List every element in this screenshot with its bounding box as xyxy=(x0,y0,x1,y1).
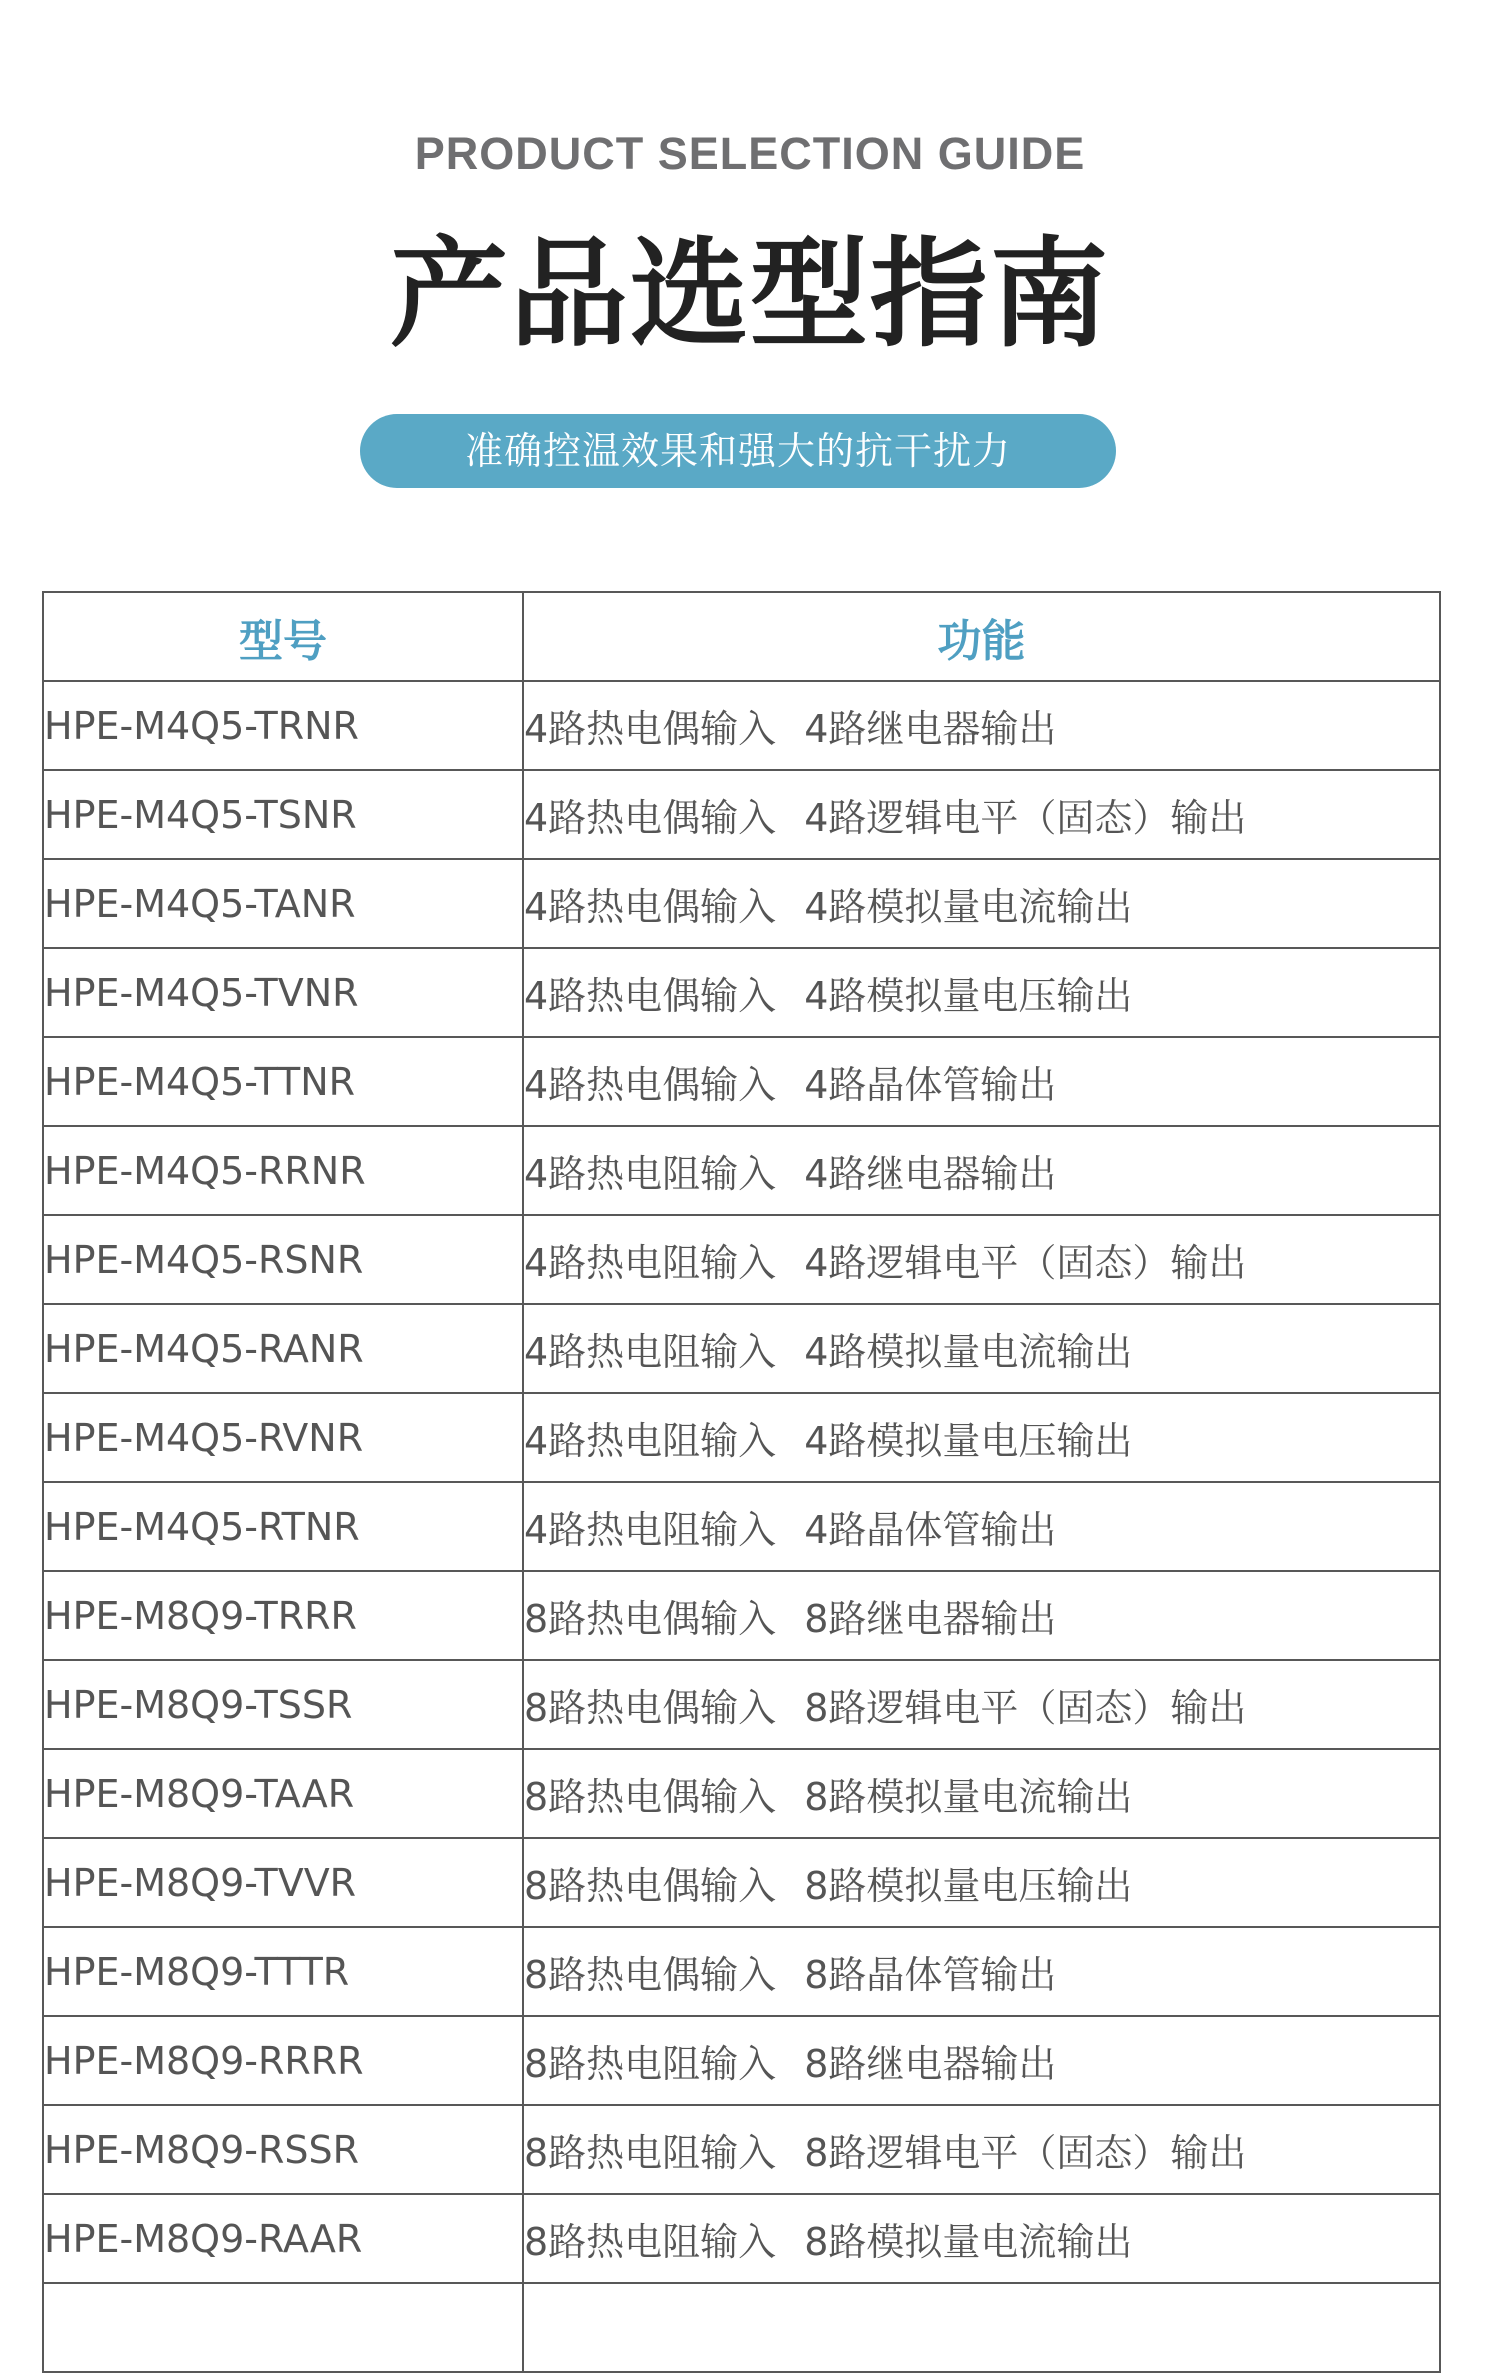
function-cell xyxy=(523,1838,1440,1927)
input-spec: 8路热电偶输入 xyxy=(524,1686,777,1730)
function-cell xyxy=(523,2016,1440,2105)
output-spec: 8路逻辑电平（固态）输出 xyxy=(804,2131,1247,2175)
function-cell xyxy=(523,1393,1440,1482)
table-row xyxy=(43,1037,1440,1126)
model-cell: HPE-M4Q5-TVNR xyxy=(43,948,523,1037)
model-cell: HPE-M4Q5-RTNR xyxy=(43,1482,523,1571)
input-spec: 8路热电阻输入 xyxy=(524,2131,777,2175)
input-spec: 8路热电阻输入 xyxy=(524,2220,777,2264)
model-cell: HPE-M8Q9-TTTR xyxy=(43,1927,523,2016)
table-row xyxy=(43,1482,1440,1571)
model-cell: HPE-M8Q9-TRRR xyxy=(43,1571,523,1660)
table-row xyxy=(43,2194,1440,2283)
input-spec: 8路热电阻输入 xyxy=(524,2042,777,2086)
input-spec: 4路热电偶输入 xyxy=(524,796,777,840)
output-spec: 4路继电器输出 xyxy=(804,707,1057,751)
function-cell xyxy=(523,1304,1440,1393)
output-spec: 4路晶体管输出 xyxy=(804,1063,1057,1107)
output-spec: 8路模拟量电压输出 xyxy=(804,1864,1133,1908)
table-row xyxy=(43,770,1440,859)
output-spec: 4路逻辑电平（固态）输出 xyxy=(804,796,1247,840)
function-cell xyxy=(523,2283,1440,2372)
input-spec: 8路热电偶输入 xyxy=(524,1775,777,1819)
model-cell: HPE-M4Q5-RRNR xyxy=(43,1126,523,1215)
function-cell xyxy=(523,770,1440,859)
table-row xyxy=(43,1215,1440,1304)
model-cell: HPE-M8Q9-TSSR xyxy=(43,1660,523,1749)
model-cell: HPE-M4Q5-RANR xyxy=(43,1304,523,1393)
page-title: 产品选型指南 xyxy=(389,225,1110,363)
table-row xyxy=(43,1571,1440,1660)
input-spec: 4路热电阻输入 xyxy=(524,1241,777,1285)
table-row xyxy=(43,859,1440,948)
input-spec: 4路热电偶输入 xyxy=(524,885,777,929)
table-row xyxy=(43,948,1440,1037)
table-row xyxy=(43,1393,1440,1482)
model-cell: HPE-M8Q9-RRRR xyxy=(43,2016,523,2105)
input-spec: 4路热电阻输入 xyxy=(524,1330,777,1374)
model-cell: HPE-M4Q5-RVNR xyxy=(43,1393,523,1482)
function-cell xyxy=(523,1482,1440,1571)
output-spec: 8路晶体管输出 xyxy=(804,1953,1057,1997)
table-row xyxy=(43,1126,1440,1215)
table-row xyxy=(43,2283,1440,2372)
function-cell xyxy=(523,2105,1440,2194)
tagline-badge: 准确控温效果和强大的抗干扰力 xyxy=(360,414,1116,488)
output-spec: 4路继电器输出 xyxy=(804,1152,1057,1196)
function-cell xyxy=(523,1126,1440,1215)
model-cell: HPE-M4Q5-TSNR xyxy=(43,770,523,859)
function-cell xyxy=(523,1927,1440,2016)
column-header-function: 功能 xyxy=(523,592,1440,681)
table-header-row xyxy=(43,592,1440,681)
table-row xyxy=(43,1927,1440,2016)
output-spec: 8路继电器输出 xyxy=(804,1597,1057,1641)
column-header-model: 型号 xyxy=(43,592,523,681)
selection-table xyxy=(42,591,1441,2373)
model-cell: HPE-M4Q5-TRNR xyxy=(43,681,523,770)
model-cell: HPE-M4Q5-TANR xyxy=(43,859,523,948)
table-row xyxy=(43,1749,1440,1838)
model-cell: HPE-M8Q9-TAAR xyxy=(43,1749,523,1838)
function-cell xyxy=(523,1660,1440,1749)
model-cell: HPE-M4Q5-TTNR xyxy=(43,1037,523,1126)
function-cell xyxy=(523,1037,1440,1126)
output-spec: 4路逻辑电平（固态）输出 xyxy=(804,1241,1247,1285)
output-spec: 4路模拟量电压输出 xyxy=(804,1419,1133,1463)
output-spec: 8路继电器输出 xyxy=(804,2042,1057,2086)
model-cell xyxy=(43,2283,523,2372)
selection-table-container xyxy=(42,591,1439,2373)
output-spec: 4路模拟量电压输出 xyxy=(804,974,1133,1018)
input-spec: 8路热电偶输入 xyxy=(524,1864,777,1908)
function-cell xyxy=(523,1571,1440,1660)
model-cell: HPE-M4Q5-RSNR xyxy=(43,1215,523,1304)
input-spec: 4路热电阻输入 xyxy=(524,1152,777,1196)
model-cell: HPE-M8Q9-RAAR xyxy=(43,2194,523,2283)
function-cell xyxy=(523,2194,1440,2283)
function-cell xyxy=(523,1749,1440,1838)
output-spec: 4路晶体管输出 xyxy=(804,1508,1057,1552)
function-cell xyxy=(523,948,1440,1037)
input-spec: 4路热电阻输入 xyxy=(524,1419,777,1463)
output-spec: 8路模拟量电流输出 xyxy=(804,1775,1133,1819)
output-spec: 8路逻辑电平（固态）输出 xyxy=(804,1686,1247,1730)
input-spec: 8路热电偶输入 xyxy=(524,1953,777,1997)
function-cell xyxy=(523,681,1440,770)
table-row xyxy=(43,1660,1440,1749)
table-row xyxy=(43,2105,1440,2194)
table-row xyxy=(43,1304,1440,1393)
output-spec: 8路模拟量电流输出 xyxy=(804,2220,1133,2264)
input-spec: 4路热电偶输入 xyxy=(524,1063,777,1107)
input-spec: 4路热电偶输入 xyxy=(524,974,777,1018)
function-cell xyxy=(523,859,1440,948)
output-spec: 4路模拟量电流输出 xyxy=(804,885,1133,929)
input-spec: 4路热电阻输入 xyxy=(524,1508,777,1552)
table-row xyxy=(43,2016,1440,2105)
input-spec: 4路热电偶输入 xyxy=(524,707,777,751)
table-row xyxy=(43,1838,1440,1927)
table-body xyxy=(43,681,1440,2372)
table-row xyxy=(43,681,1440,770)
input-spec: 8路热电偶输入 xyxy=(524,1597,777,1641)
model-cell: HPE-M8Q9-TVVR xyxy=(43,1838,523,1927)
model-cell: HPE-M8Q9-RSSR xyxy=(43,2105,523,2194)
function-cell xyxy=(523,1215,1440,1304)
output-spec: 4路模拟量电流输出 xyxy=(804,1330,1133,1374)
eyebrow-title: PRODUCT SELECTION GUIDE xyxy=(414,128,1086,179)
